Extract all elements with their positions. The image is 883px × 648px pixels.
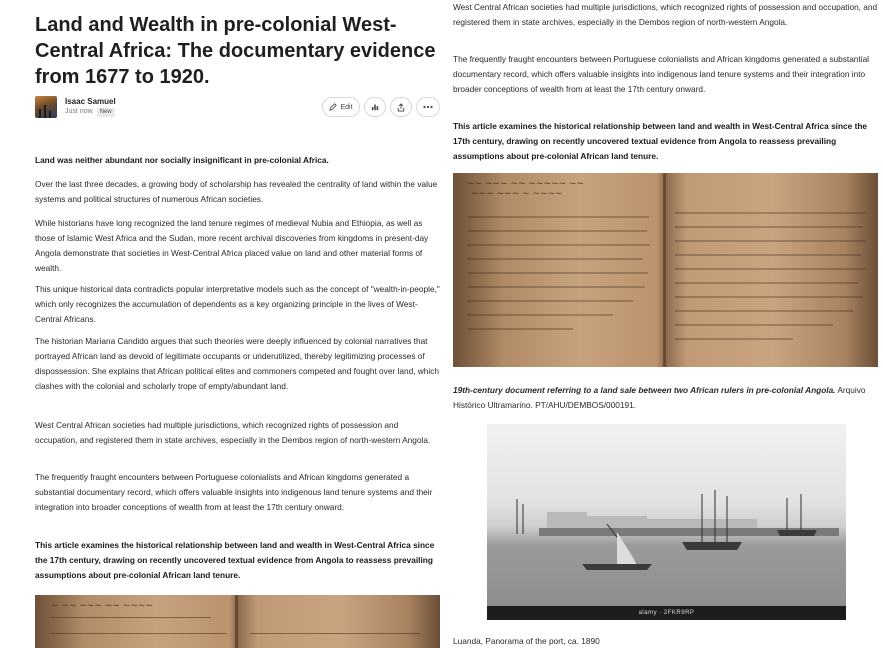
edit-label: Edit [340, 103, 353, 111]
body-paragraph: While historians have long recognized the land tenure regimes of medieval Nubia and Ethiopia, as well as those of Islamic West Africa and the Sudan, more recent archival discoveries from kingdoms in present-day Angola demonstrate that societies in West-Central Africa placed value on land and other material forms of wealth. [35, 218, 429, 273]
new-badge: New [97, 108, 115, 117]
body-paragraph: Over the last three decades, a growing body of scholarship has revealed the centrality of land within the value systems and political structures of numerous African societies. [35, 179, 438, 204]
body-paragraph: West Central African societies had multiple jurisdictions, which recognized rights of possession and occupation, and registered them in state archives, especially in the Dembos region of north-western Angola. [35, 420, 431, 445]
image-watermark: alamy · 2FKR9RP [487, 606, 846, 620]
manuscript-image[interactable]: ~ ~~ ~~~ ~~ ~~~~ [35, 595, 440, 648]
port-engraving-image[interactable] [487, 424, 846, 620]
body-paragraph: The frequently fraught encounters between Portuguese colonialists and African kingdoms generated a substantial documentary record, which offers valuable insights into indigenous land tenure systems and their integration into broader conceptions of wealth from at least the 17th century onward. [35, 472, 433, 512]
author-name[interactable]: Isaac Samuel [65, 97, 116, 106]
article-preview-panel [450, 0, 883, 648]
thesis-paragraph: This article examines the historical relationship between land and wealth in West-Central Africa since the 17th century, drawing on recently uncovered textual evidence from Angola to reassess prevailing assumptions about pre-colonial African land tenure. [35, 540, 435, 580]
body-paragraph: West Central African societies had multiple jurisdictions, which recognized rights of possession and occupation, and registered them in state archives, especially in the Dembos region of north-western Angola. [453, 2, 878, 27]
article-body [35, 0, 440, 600]
lead-paragraph: Land was neither abundant nor socially insignificant in pre-colonial Africa. [35, 155, 329, 165]
body-paragraph: The frequently fraught encounters between Portuguese colonialists and African kingdoms generated a substantial documentary record, which offers valuable insights into indigenous land tenure systems and their integration into broader conceptions of wealth from at least the 17th century onward. [453, 54, 870, 94]
figure-caption [453, 383, 878, 413]
caption-title: 19th-century document referring to a land sale between two African rulers in pre-colonial Angola. [453, 385, 836, 395]
figure-caption: Luanda, Panorama of the port, ca. 1890 [453, 636, 600, 646]
harbor-scene [487, 424, 846, 620]
body-paragraph: This unique historical data contradicts popular interpretative models such as the concept of "wealth-in-people," which only recognizes the accumulation of dependents as a key organizing principle in the lives of West-Central Africans. [35, 284, 440, 324]
body-paragraph: The historian Mariana Candido argues that such theories were deeply influenced by colonial narratives that portrayed African land as devoid of legitimate occupants or underutilized, thereby legitimizing processes of dispossession. She explains that African political elites and commoners competed and fought over land, which clashes with the colonial and scholarly trope of empty/abundant land. [35, 336, 440, 391]
manuscript-image[interactable]: ~~ ~~~ ~~ ~~~~~ ~~ ~~~ ~~~ ~ ~~~~ [453, 173, 878, 367]
manuscript-script [453, 173, 878, 367]
caption-source: Arquivo Histórico Ultramarino. PT/AHU/DEMBOS/000191. [453, 385, 866, 410]
thesis-paragraph: This article examines the historical relationship between land and wealth in West-Central Africa since the 17th century, drawing on recently uncovered textual evidence from Angola to reassess prevailing assumptions about pre-colonial African land tenure. [453, 121, 868, 161]
article-title: Land and Wealth in pre-colonial West-Central Africa: The documentary evidence from 1677 to 1920. [35, 14, 436, 88]
post-time: Just now [65, 108, 93, 115]
